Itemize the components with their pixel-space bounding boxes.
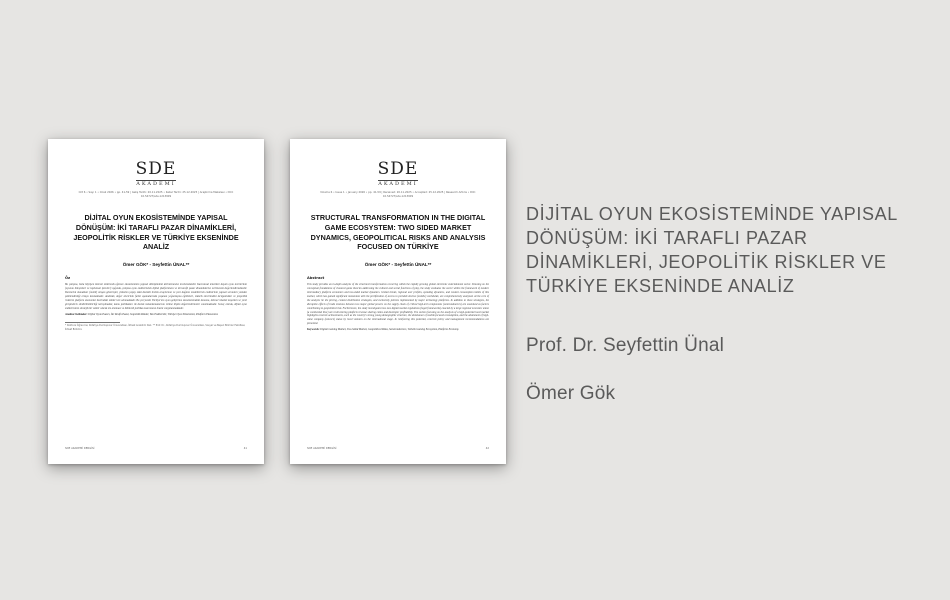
abstract-text: Bu çalışma, hızla büyüyen küresel elektronik eğlence ekosisteminin yapısal dönüşümünü derinlemesine incelemektedir. Kavramsal temellere dayalı oyun teorilerinin (oyunun bileşenleri ve toplumsal işlevleri) ışığında, çalışma oyun endüstrisinin dijital platformlara ve iki taraflı pazar dinamiklerine evrilmesini değerlendirmektedir. Yaratıcılık olanakları (mobil) oluşan gösterişler, yükselen yapay zekâ destekli üretim araçlarının ve yeni dağıtım modellerinin endüstrinin yapısal sorunları yeniden şekillendirdiği ortaya konmaktadır. Analizde, değer zincirinin farklı aşamalarında yaşanan yoğunlaşma eğilimleri, tedarik zincirindeki kırılganlıklar ve jeopolitik risklerin platform ekonomisi üzerindeki etkileri ele alınmaktadır. Bu çerçevede Türkiye’nin oyun geliştirme ekosistemindeki konumu, küresel rekabet koşulları ve yerel girişimlerin sürdürülebilirliği tartışılmakta; kamu politikaları ile destek mekanizmalarının rolüne ilişkin değerlendirmeler sunulmaktadır. Sonuç olarak, dijital oyun endüstrisinin stratejik bir sektör olarak ele alınması ve bütüncül politika tasarımının önemi vurgulanmaktadır. bbox=[65, 283, 247, 310]
article-meta: Cilt 6 • Sayı 1 • Ocak 2026 • pp. 41-59 | Geliş Tarihi: 20.11.2025 • Kabul Tarihi: 25.12.2025 | Araştırma Makalesi • DOI: 10.54727/sde.1213909 bbox=[78, 191, 234, 199]
article-page-turkish bbox=[48, 139, 264, 464]
article-authors: Ömer GÖK* - Seyfettin ÜNAL** bbox=[364, 262, 432, 268]
keywords: Anahtar Kelimeler: Dijital Oyun Pazarı, İki Taraflı Pazar, Jeopolitik Riskler, Yan Endüstriler, Türkiye Oyun Ekosistemi, Platform Ekonomisi. bbox=[65, 312, 219, 316]
article-meta: Volume 6 • Issue 1 • January 2026 • pp. 41-59 | Received: 20.11.2025 • Accepted: 25.12.2025 | Research Article • DOI: 10.54727/sde.1213909 bbox=[320, 191, 476, 199]
author-name: Ömer Gök bbox=[526, 383, 616, 404]
abstract-heading: Abstract bbox=[307, 276, 325, 281]
footnotes: * Doktora Öğrencisi, Kütahya Dumlupınar Üniversitesi, İktisat Anabilim Dalı. ** Prof. Dr., Kütahya Dumlupınar Üniversitesi, Sosyal ve Beşeri Bilimler Fakültesi, İktisat Bölümü. bbox=[65, 324, 246, 331]
journal-logo: SDE AKADEMİ bbox=[135, 159, 177, 187]
page-footer: SDE AKADEMİ DERGİSİ 42 bbox=[307, 447, 489, 450]
publication-info bbox=[526, 202, 926, 405]
article-title: DİJİTAL OYUN EKOSİSTEMİNDE YAPISAL DÖNÜŞÜM: İKİ TARAFLI PAZAR DİNAMİKLERİ, JEOPOLİTİK RİSKLER VE TÜRKİYE EKSENİNDE ANALİZ bbox=[73, 213, 239, 252]
abstract-heading: Öz bbox=[65, 276, 71, 281]
publication-title: DİJİTAL OYUN EKOSİSTEMİNDE YAPISAL DÖNÜŞÜM: İKİ TARAFLI PAZAR DİNAMİKLERİ, JEOPOLİTİK RİSKLER VE TÜRKİYE EKSENİNDE ANALİZ bbox=[526, 204, 898, 296]
article-title: STRUCTURAL TRANSFORMATION IN THE DIGITAL GAME ECOSYSTEM: TWO SIDED MARKET DYNAMICS, GEOPOLITICAL RISKS AND ANALYSIS FOCUSED ON TÜRKİYE bbox=[310, 213, 486, 252]
page-footer: SDE AKADEMİ DERGİSİ 41 bbox=[65, 447, 247, 450]
footnote-divider bbox=[65, 322, 120, 323]
article-authors: Ömer GÖK* - Seyfettin ÜNAL** bbox=[122, 262, 190, 268]
abstract-text: This study provides an in-depth analysis of the structural transformation occurring within the rapidly growing global electronic entertainment sector. Drawing on the conceptual foundations of classical game theories addressing the cultural and social functions of play, the study evaluates the sector within the framework of modern intermediary platform economics and two-sided market dynamics. Global trends, regional user profiles, spending dynamics, and content consumption habits of this market, which has gained significant momentum with the proliferation of access to portable devices (mobile) worldwide, are comprehensively analyzed. At the core of the analysis lie the pricing, content distribution strategies, and exclusivity policies implemented by major technology platforms. In addition to these strategies, the disruptive effects of trade tensions between two major global powers on the supply chain of critical high-tech components (semiconductors) are examined as factors contributing to geopolitical risk. Furthermore, the study investigates how new digital market regulations (legal frameworks) enacted by a large regional economic union (a continental bloc) are restructuring platform revenue sharing ratios and developer profitability. The section focusing on the analysis of a high-potential local market highlights concrete achievements, such as the country’s strong young demographic structure, the dominance of mobile-focused consumption, and the attainment of high-value company (unicorn) status by local ventures on the international stage. In reinforcing this potential, concrete policy and management recommendations are presented. bbox=[307, 283, 489, 326]
author-name: Prof. Dr. Seyfettin Ünal bbox=[526, 335, 725, 356]
article-page-english bbox=[290, 139, 506, 464]
journal-logo: SDE AKADEMİ bbox=[377, 159, 419, 187]
keywords: Keywords: Digital Gaming Market, Two-Sided Market, Geopolitical Risks, Semiconductors, Turkish Gaming Ecosystem, Platform Economy. bbox=[307, 328, 460, 332]
